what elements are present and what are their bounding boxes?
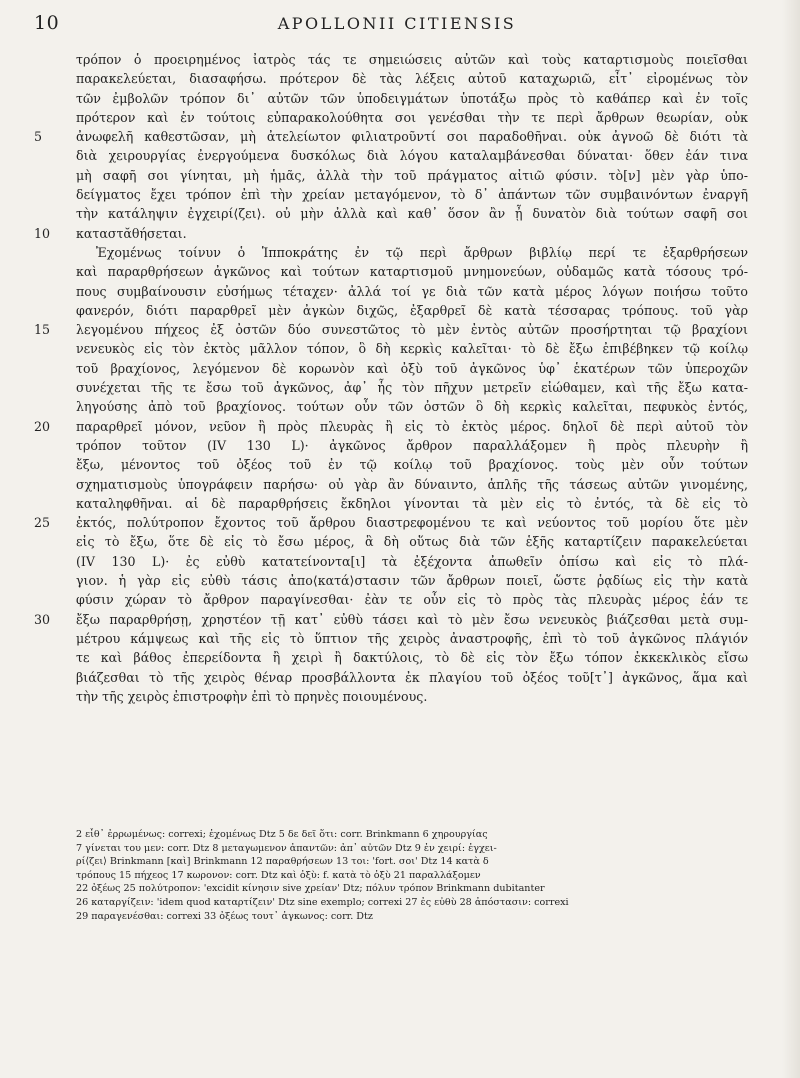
text-line <box>0 513 748 532</box>
line-text: μέτρου κάμψεως καὶ τῆς εἰς τὸ ὕπτιον τῆς χειρὸς ἀναστροφῆς, ἐπὶ τὸ τοῦ ἀγκῶνος πλάγιόν <box>76 630 748 646</box>
text-line <box>0 378 748 397</box>
text-line <box>0 629 748 648</box>
line-text: δείγματος ἔχει τρόπον ἐπὶ τὴν χρείαν μεταγόμενον, τὸ δ᾽ ἀπάντων τῶν συμβαινόντων ἐναργῆ <box>76 187 748 203</box>
line-text: ἔξω παραρθρήσῃ, χρηστέον τῇ κατ᾽ εὐθὺ τάσει καὶ τὸ μὲν ἔσω νενευκὸς βιάζεσθαι μετὰ συμ- <box>76 611 748 627</box>
text-line <box>0 243 748 262</box>
line-number: 20 <box>34 418 51 434</box>
page-number: 10 <box>34 12 60 34</box>
apparatus-line: 2 εἶθ᾽ ἐρρωμένως: correxi; ἐχομένως Dtz 5 δε δεῖ ὅτι: corr. Brinkmann 6 χηρουργίας <box>76 829 488 840</box>
line-text: (IV 130 L)· ἐς εὐθὺ κατατείνοντα[ι] τὰ ἐξέχοντα ἀπωθεῖν ὀπίσω καὶ εἰς τὸ πλά- <box>76 553 748 569</box>
running-head <box>34 12 760 38</box>
text-line <box>0 166 748 185</box>
text-line <box>0 455 748 474</box>
text-line <box>0 127 748 146</box>
line-text: ἐκτός, πολύτροπον ἔχοντος τοῦ ἄρθρου διαστρεφομένου τε καὶ νεύοντος τοῦ μορίου ὅτε μὲν <box>76 515 748 531</box>
text-line <box>0 648 748 667</box>
apparatus-line: 29 παραγενέσθαι: correxi 33 ὀξέως τουτ᾽ ἀγκωνος: corr. Dtz <box>76 910 373 922</box>
line-text: ἀνωφελῆ καθεστῶσαν, μὴ ἀτελείωτον φιλιατροῦντί σοι παραδοθῆναι. οὐκ ἀγνοῶ δὲ διότι τὰ <box>76 129 748 145</box>
text-line <box>0 146 748 165</box>
text-line <box>0 552 748 571</box>
line-text: γιον. ἡ γὰρ εἰς εὐθὺ τάσις ἀπο⟨κατά⟩στασιν τῶν ἄρθρων ποιεῖ, ὥστε ῥᾳδίως εἰς τὴν κατὰ <box>76 573 748 589</box>
text-line <box>0 301 748 320</box>
main-text <box>0 50 800 706</box>
line-text: εἰς τὸ ἔξω, ὅτε δὲ εἰς τὸ ἔσω μέρος, ἃ δὴ οὕτως διὰ τῶν ἑξῆς καταρτίζειν παρακελεύεται <box>76 534 748 550</box>
line-number: 10 <box>34 225 51 241</box>
text-line <box>0 320 748 339</box>
line-text: τοῦ βραχίονος, λεγόμενον δὲ κορωνὸν καὶ ὀξὺ τοῦ ἀγκῶνος ὑφ᾽ ἑκατέρων τῶν ὑπεροχῶν <box>76 360 748 376</box>
line-text: πρότερον καὶ ἐν τούτοις εὐπαρακολούθητα σοι γενέσθαι τὴν τε περὶ ἄρθρων θεωρίαν, οὐκ <box>76 109 748 125</box>
line-number: 30 <box>34 611 51 627</box>
text-line <box>0 262 748 281</box>
text-line <box>0 610 748 629</box>
line-text: Ἐχομένως τοίνυν ὁ Ἱπποκράτης ἐν τῷ περὶ ἄρθρων βιβλίῳ περί τε ἐξαρθρήσεων <box>96 244 748 260</box>
line-text: ληγούσης ἀπὸ τοῦ βραχίονος. τούτων οὖν τῶν ὀστῶν ὃ δὴ κερκὶς καλεῖται, πεφυκὸς ἐντός, <box>76 399 748 415</box>
apparatus-line: τρόπους 15 πήχεος 17 κωρονον: corr. Dtz καὶ ὀξὺ: f. κατὰ τὸ ὀξὺ 21 παραλλάξομεν <box>76 869 481 881</box>
text-line <box>0 89 748 108</box>
line-number: 15 <box>34 322 51 338</box>
text-line <box>0 224 748 243</box>
line-text: βιάζεσθαι τὸ τῆς χειρὸς θέναρ προσβάλλοντα ἐκ πλαγίου τοῦ ὀξέος τοῦ[τ᾽] ἀγκῶνος, ἅμα καὶ <box>76 669 748 685</box>
text-line <box>0 69 748 88</box>
line-text: παραρθρεῖ μόνον, νεῦον ἢ πρὸς πλευρὰς ἢ εἰς τὸ ἐκτὸς μέρος. δηλοῖ δὲ περὶ αὐτοῦ τὸν <box>76 418 748 434</box>
text-line <box>0 590 748 609</box>
text-line <box>0 108 748 127</box>
text-line <box>0 417 748 436</box>
line-number: 5 <box>34 129 43 145</box>
running-title: APOLLONII CITIENSIS <box>277 14 517 33</box>
text-line <box>0 571 748 590</box>
line-text: διὰ χειρουργίας ἐνεργούμενα δυσκόλως διὰ λόγου καταλαμβάνεσθαι δύναται· ὅθεν ἐάν τινα <box>76 148 748 164</box>
text-line <box>0 185 748 204</box>
text-line <box>0 475 748 494</box>
text-line <box>0 436 748 455</box>
line-text: σχηματισμοὺς ὑπογράφειν παρήσω· οὐ γὰρ ἂν δύναιντο, ἁπλῆς τῆς τάσεως αὐτῶν γινομένης, <box>76 476 748 492</box>
line-text: φύσιν χώραν τὸ ἄρθρον παραγίνεσθαι· ἐὰν τε οὖν εἰς τὸ πρὸς τὰς πλευρὰς μέρος ἐάν τε <box>76 592 748 608</box>
text-line <box>0 532 748 551</box>
line-text: τρόπον ὁ προειρημένος ἰατρὸς τάς τε σημειώσεις αὐτῶν καὶ τοὺς καταρτισμοὺς ποιεῖσθαι <box>76 52 748 67</box>
page-edge <box>782 0 800 1078</box>
apparatus-line: 7 γίνεται του μεν: corr. Dtz 8 μεταγωμενον ἀπαντῶν: ἀπ᾽ αὐτῶν Dtz 9 ἐν χειρί: ἐγχει- <box>76 842 497 854</box>
line-text: τρόπον τοῦτον (IV 130 L)· ἀγκῶνος ἄρθρον παραλλάξομεν ἢ πρὸς πλευρὴν ἢ <box>76 437 748 453</box>
text-line <box>0 687 748 706</box>
line-text: καταληφθῆναι. αἱ δὲ παραρθρήσεις ἔκδηλοι γίνονται τὰ μὲν εἰς τὸ ἐντός, τὰ δὲ εἰς τὸ <box>76 495 748 511</box>
line-text: τῶν ἐμβολῶν τρόπον δι᾽ αὐτῶν τῶν ὑποδειγμάτων ὑποτάξω πρὸς τὸ καθάπερ καὶ ἐν τοῖς <box>76 90 748 106</box>
text-line <box>0 397 748 416</box>
apparatus-line: ρί⟨ζει⟩ Brinkmann [καὶ] Brinkmann 12 παραθρήσεων 13 τοι: 'fort. σοι' Dtz 14 κατὰ δ <box>76 856 489 868</box>
apparatus-line: 22 ὀξέως 25 πολύτροπον: 'excidit κίνησιν sive χρείαν' Dtz; πόλυν τρόπον Brinkmann dubitanter <box>76 883 545 895</box>
line-text: καὶ παραρθρήσεων ἀγκῶνος καὶ τούτων καταρτισμοῦ μνημονεύων, οὐδαμῶς κατὰ τόσους τρό- <box>76 264 748 280</box>
apparatus-line: 26 καταργίζειν: 'idem quod καταρτίζειν' Dtz sine exemplo; correxi 27 ἐς εὐθὺ 28 ἀπόστασιν: correxi <box>76 896 569 908</box>
text-line <box>0 359 748 378</box>
text-line <box>0 494 748 513</box>
line-text: παρακελεύεται, διασαφήσω. πρότερον δὲ τὰς λέξεις αὐτοῦ καταχωριῶ, εἶτ᾽ εἰρομένως τὸν <box>76 71 748 87</box>
line-text: τὴν τῆς χειρὸς ἐπιστροφὴν ἐπὶ τὸ πρηνὲς ποιουμένους. <box>76 688 428 704</box>
text-line <box>0 204 748 223</box>
line-text: συνέχεται τῆς τε ἔσω τοῦ ἀγκῶνος, ἀφ᾽ ἧς τὸν πῆχυν μετρεῖν εἰώθαμεν, καὶ τῆς ἔξω κατα- <box>76 380 748 396</box>
line-text: καταστᾰθήσεται. <box>76 225 187 241</box>
text-line <box>0 282 748 301</box>
text-line <box>0 339 748 358</box>
line-text: μὴ σαφῆ σοι γίνηται, μὴ ἡμᾶς, ἀλλὰ τὴν τοῦ πράγματος αἰτιῶ φύσιν. τὸ[ν] μὲν γὰρ ὑπο- <box>76 167 748 183</box>
line-number: 25 <box>34 515 51 531</box>
line-text: νενευκὸς εἰς τὸν ἐκτὸς μᾶλλον τόπον, ὃ δὴ κερκὶς καλεῖται· τὸ δὲ ἔξω ἐπιβέβηκεν τῷ κοίλῳ <box>76 341 748 357</box>
line-text: πους συμβαίνουσιν εὐσήμως τέταχεν· ἀλλά τοί γε διὰ τῶν κατὰ μέρος λόγων ποιήσω τοῦτο <box>76 283 748 299</box>
text-line <box>0 50 748 69</box>
line-text: τὴν κατάληψιν ἐγχειρί⟨ζει⟩. οὐ μὴν ἀλλὰ καὶ καθ᾽ ὅσον ἂν ᾖ δυνατὸν διὰ τούτων σαφῆ σοι <box>76 206 748 222</box>
line-text: φανερόν, διότι παραρθρεῖ μὲν ἀγκὼν διχῶς, ἐξαρθρεῖ δὲ κατὰ τέσσαρας τρόπους. τοῦ γὰρ <box>76 302 748 318</box>
text-line <box>0 668 748 687</box>
line-text: τε καὶ βάθος ἐπερείδοντα ἢ χειρὶ ἢ δακτύλοις, τὸ δὲ εἰς τὸν ἔξω τόπον ἐκκεκλικὸς εἴσω <box>76 650 748 666</box>
line-text: λεγομένου πήχεος ἐξ ὀστῶν δύο συνεστῶτος τὸ μὲν ἐντὸς αὐτῶν προσήρτηται τῷ βραχίονι <box>76 322 748 338</box>
line-text: ἔξω, μένοντος τοῦ ὀξέος τοῦ ἐν τῷ κοίλῳ τοῦ βραχίονος. τοὺς μὲν οὖν τούτων <box>76 457 748 473</box>
critical-apparatus <box>0 828 800 923</box>
